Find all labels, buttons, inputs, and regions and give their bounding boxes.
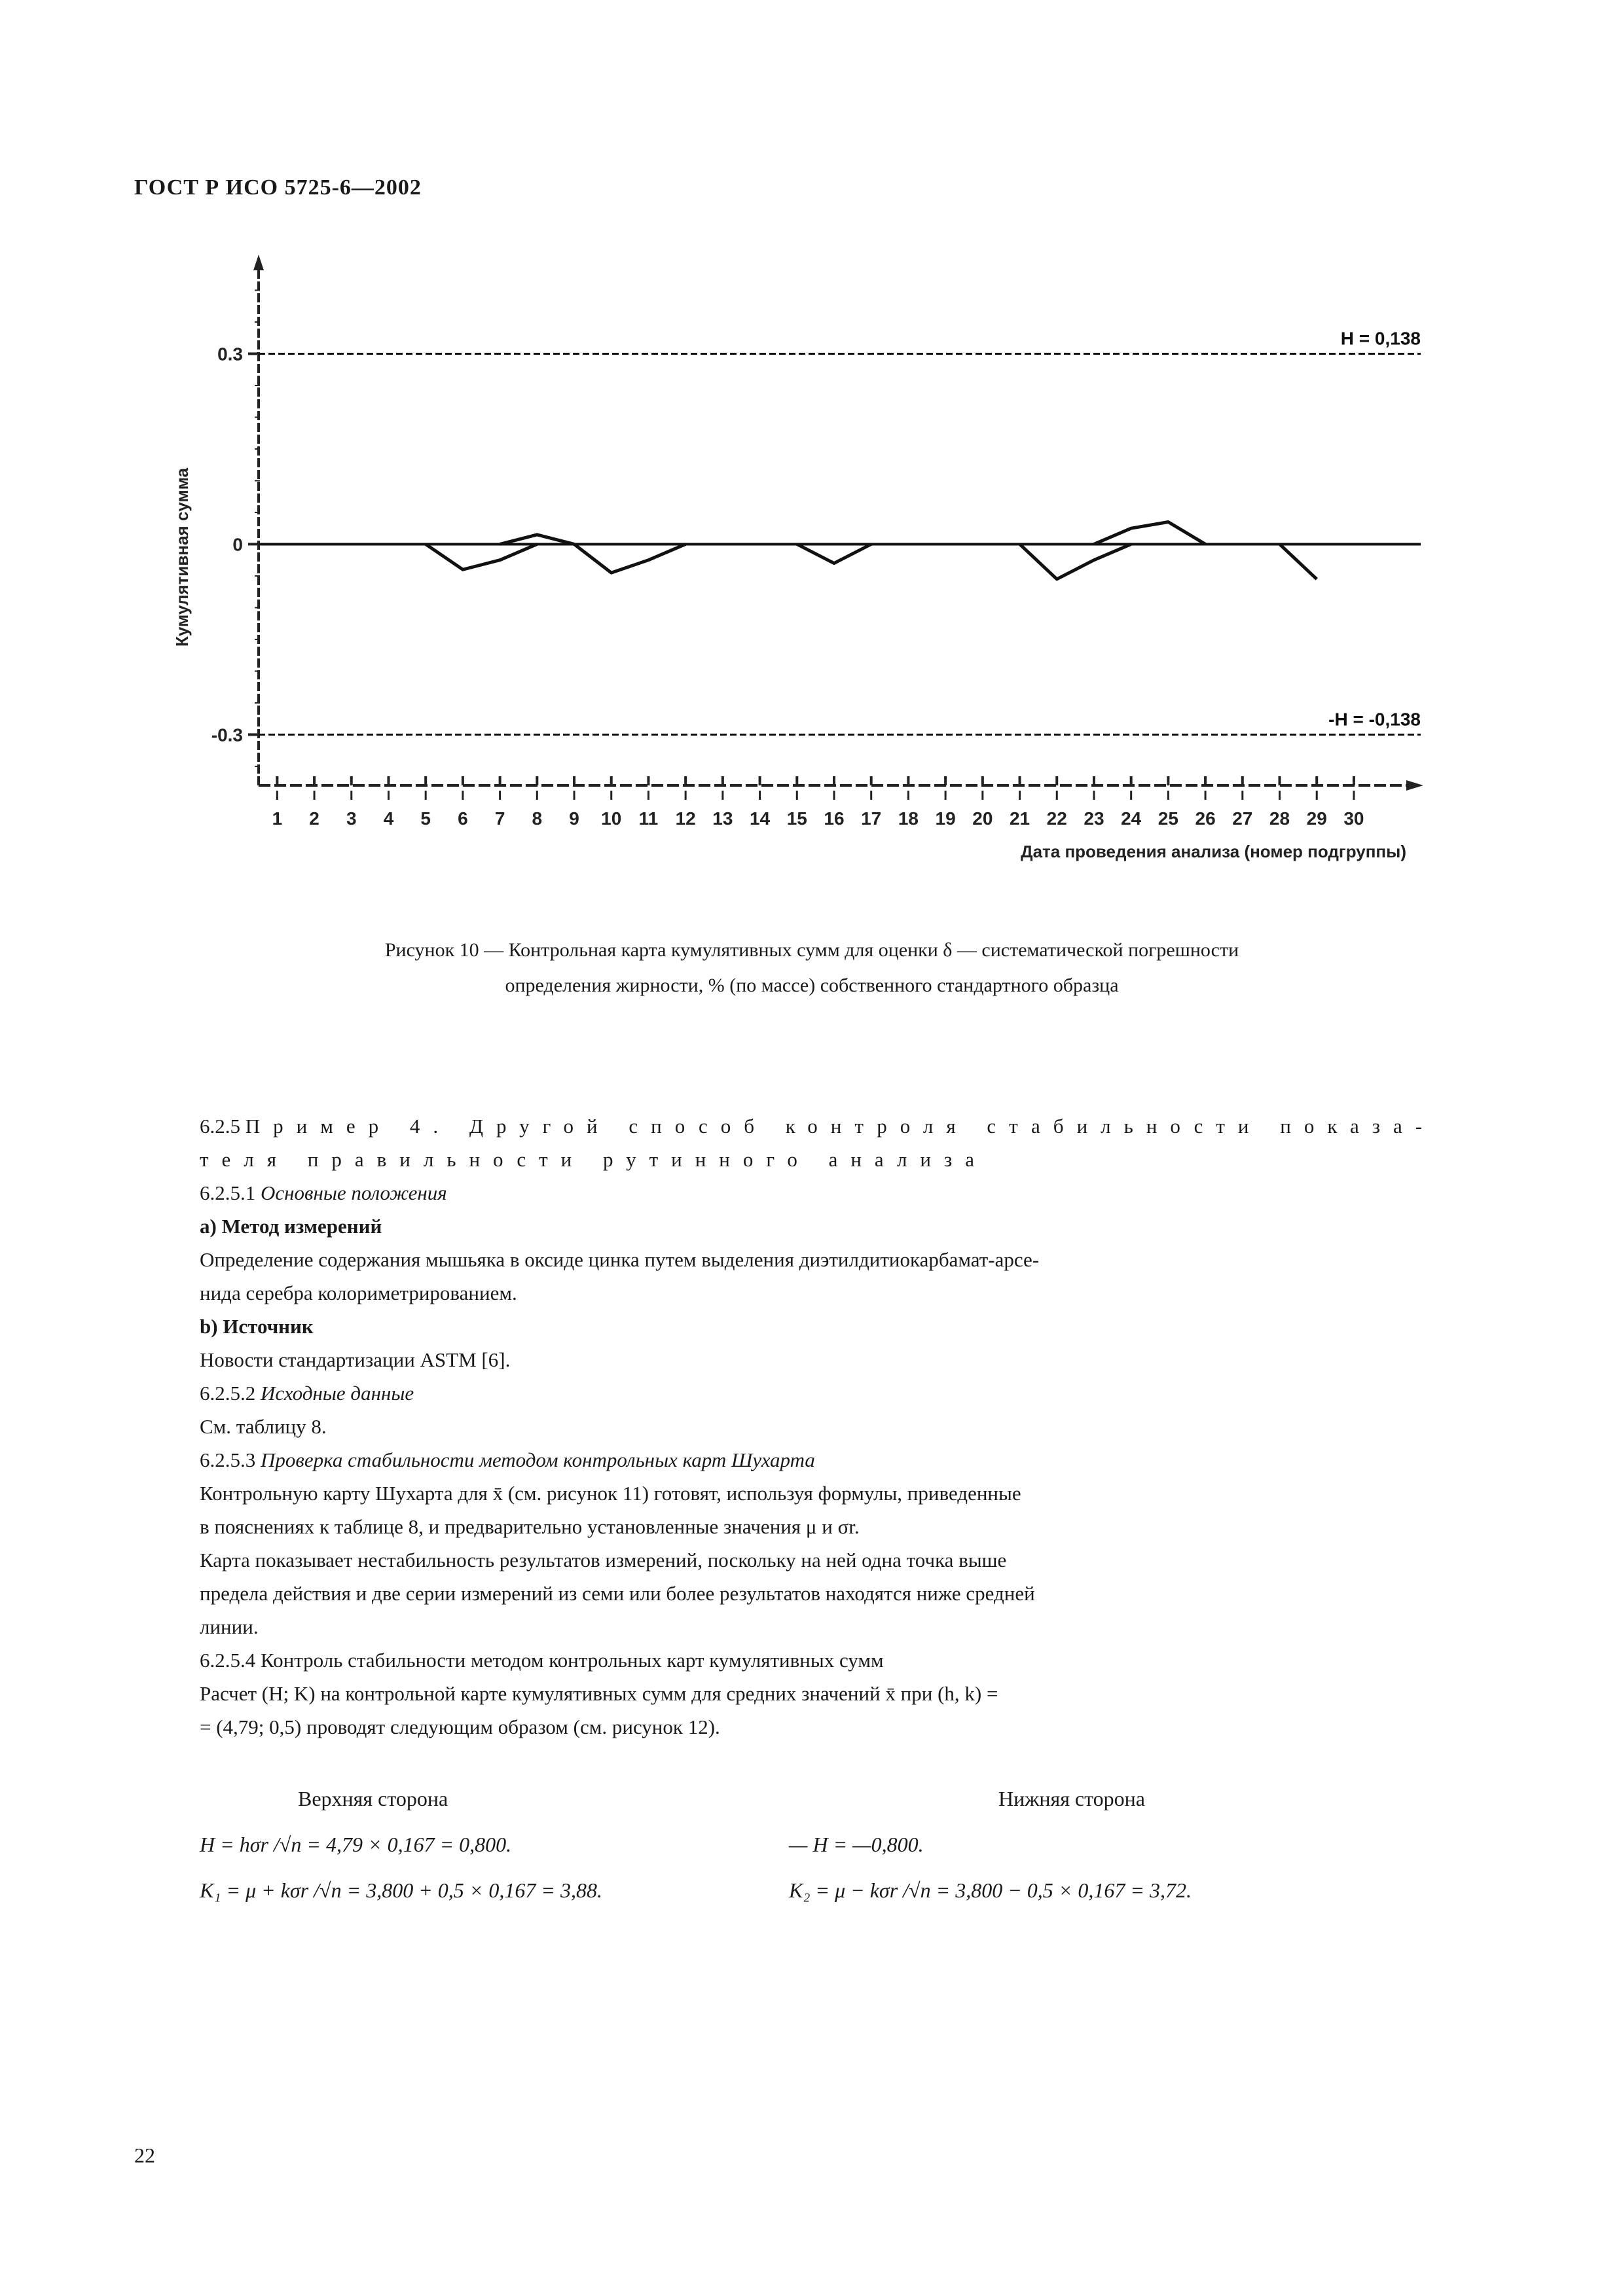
paragraph-example-4 [200,1109,1460,1176]
section-heading-cont: теля правильности рутинного анализа [200,1148,988,1171]
x-tick-label: 8 [532,808,543,829]
cusum-text [200,1677,1460,1744]
paragraph-shewhart [200,1443,1460,1477]
cusum-series-4 [797,544,871,563]
x-tick-label: 30 [1343,808,1364,829]
cusum-series-3 [574,544,685,573]
x-tick-label: 19 [935,808,956,829]
document-header: ГОСТ Р ИСО 5725-6—2002 [134,175,422,200]
x-tick-label: 2 [309,808,319,829]
x-tick-label: 16 [824,808,845,829]
subsection-number: 6.2.5.2 [200,1382,256,1405]
upper-side-label: Верхняя сторона [298,1787,448,1810]
x-tick-label: 6 [458,808,468,829]
instability-line-1: Карта показывает нестабильность результатов измерений, поскольку на ней одна точка выше [200,1549,1007,1571]
cusum-series-5 [1020,544,1131,579]
formula-k-lower: K₂ = μ − kσr /√n = 3,800 − 0,5 × 0,167 = 3,72. [789,1878,1192,1902]
x-tick-label: 10 [601,808,622,829]
caption-line-2: определения жирности, % (по массе) собственного стандартного образца [505,975,1119,996]
method-line-1: Определение содержания мышьяка в оксиде цинка путем выделения диэтилдитиокарбамат-арсе- [200,1248,1040,1271]
subsection-number: 6.2.5.3 [200,1448,256,1471]
chart-ticks [211,290,1364,829]
chart-series [426,522,1317,579]
table-ref: См. таблицу 8. [200,1415,327,1438]
instability-line-2: предела действия и две серии измерений из семи или более результатов находятся ниже средней [200,1582,1035,1605]
formula-h-upper: H = hσr /√n = 4,79 × 0,167 = 0,800. [200,1833,512,1856]
shewhart-line-1: Контрольную карту Шухарта для x̄ (см. рисунок 11) готовят, используя формулы, приведенные [200,1482,1021,1505]
subsection-title: Основные положения [261,1181,447,1204]
formula-h-lower: — H = —0,800. [789,1833,924,1856]
x-tick-label: 20 [972,808,993,829]
shewhart-line-2: в пояснениях к таблице 8, и предварительно установленные значения μ и σr. [200,1515,860,1538]
y-tick-label: 0 [232,534,243,555]
x-tick-label: 14 [749,808,771,829]
x-tick-label: 24 [1121,808,1142,829]
body-text [200,1109,1460,1744]
x-tick-label: 29 [1306,808,1327,829]
section-heading: Пример 4. Другой способ контроля стабильности показа- [245,1115,1436,1138]
x-axis-label: Дата проведения анализа (номер подгруппы) [1021,842,1406,861]
page-number: 22 [134,2144,155,2167]
subsection-title: Исходные данные [261,1382,414,1405]
chart-control-lines [259,328,1421,734]
x-tick-label: 15 [786,808,807,829]
subsection-title: Проверка стабильности методом контрольных карт Шухарта [261,1448,815,1471]
x-tick-label: 21 [1009,808,1030,829]
subsection-number: 6.2.5.1 [200,1181,256,1204]
sides-headings [200,1787,1460,1826]
lower-side-label: Нижняя сторона [998,1787,1145,1810]
x-tick-label: 18 [898,808,919,829]
y-tick-label: -0.3 [211,725,243,745]
y-axis-arrow [253,255,264,270]
x-tick-label: 7 [494,808,505,829]
chart-axes [172,255,1423,861]
x-tick-label: 26 [1195,808,1216,829]
x-tick-label: 27 [1232,808,1253,829]
paragraph-basic [200,1176,1460,1210]
figure-caption [177,933,1447,1003]
x-tick-label: 28 [1269,808,1290,829]
cusum-heading: 6.2.5.4 Контроль стабильности методом контрольных карт кумулятивных сумм [200,1649,884,1672]
cusum-line-1: Расчет (H; K) на контрольной карте кумулятивных сумм для средних значений x̄ при (h, k) = [200,1682,998,1705]
instability-text [200,1543,1460,1643]
method-text [200,1243,1460,1310]
y-axis-label: Кумулятивная сумма [172,467,192,647]
x-tick-label: 3 [346,808,357,829]
cusum-series-6 [1094,522,1205,545]
shewhart-text [200,1477,1460,1543]
x-tick-label: 25 [1158,808,1178,829]
cusum-series-7 [1280,544,1317,579]
x-tick-label: 1 [272,808,283,829]
cusum-chart [0,0,1623,903]
formula-k-upper: K₁ = μ + kσr /√n = 3,800 + 0,5 × 0,167 = 3,88. [200,1878,602,1902]
x-tick-label: 5 [420,808,431,829]
method-label: a) Метод измерений [200,1215,382,1238]
y-tick-label: 0.3 [217,344,243,365]
instability-line-3: линии. [200,1615,259,1638]
x-tick-label: 11 [638,808,659,829]
x-tick-label: 17 [861,808,882,829]
x-tick-label: 4 [383,808,394,829]
source-text: Новости стандартизации ASTM [6]. [200,1348,511,1371]
x-tick-label: 22 [1046,808,1067,829]
paragraph-input-data [200,1376,1460,1410]
lower-control-label: -H = -0,138 [1328,709,1421,730]
cusum-series-1 [426,544,537,569]
cusum-series-2 [500,535,574,545]
method-line-2: нида серебра колориметрированием. [200,1282,517,1304]
x-tick-label: 23 [1084,808,1104,829]
x-tick-label: 9 [569,808,579,829]
source-label: b) Источник [200,1315,314,1338]
x-tick-label: 12 [675,808,696,829]
x-tick-label: 13 [712,808,733,829]
x-axis-arrow [1406,780,1423,791]
upper-control-label: H = 0,138 [1340,328,1421,349]
section-number: 6.2.5 [200,1115,240,1138]
caption-line-1: Рисунок 10 — Контрольная карта кумулятивных сумм для оценки δ — систематической погрешности [384,939,1239,961]
cusum-line-2: = (4,79; 0,5) проводят следующим образом (см. рисунок 12). [200,1715,720,1738]
